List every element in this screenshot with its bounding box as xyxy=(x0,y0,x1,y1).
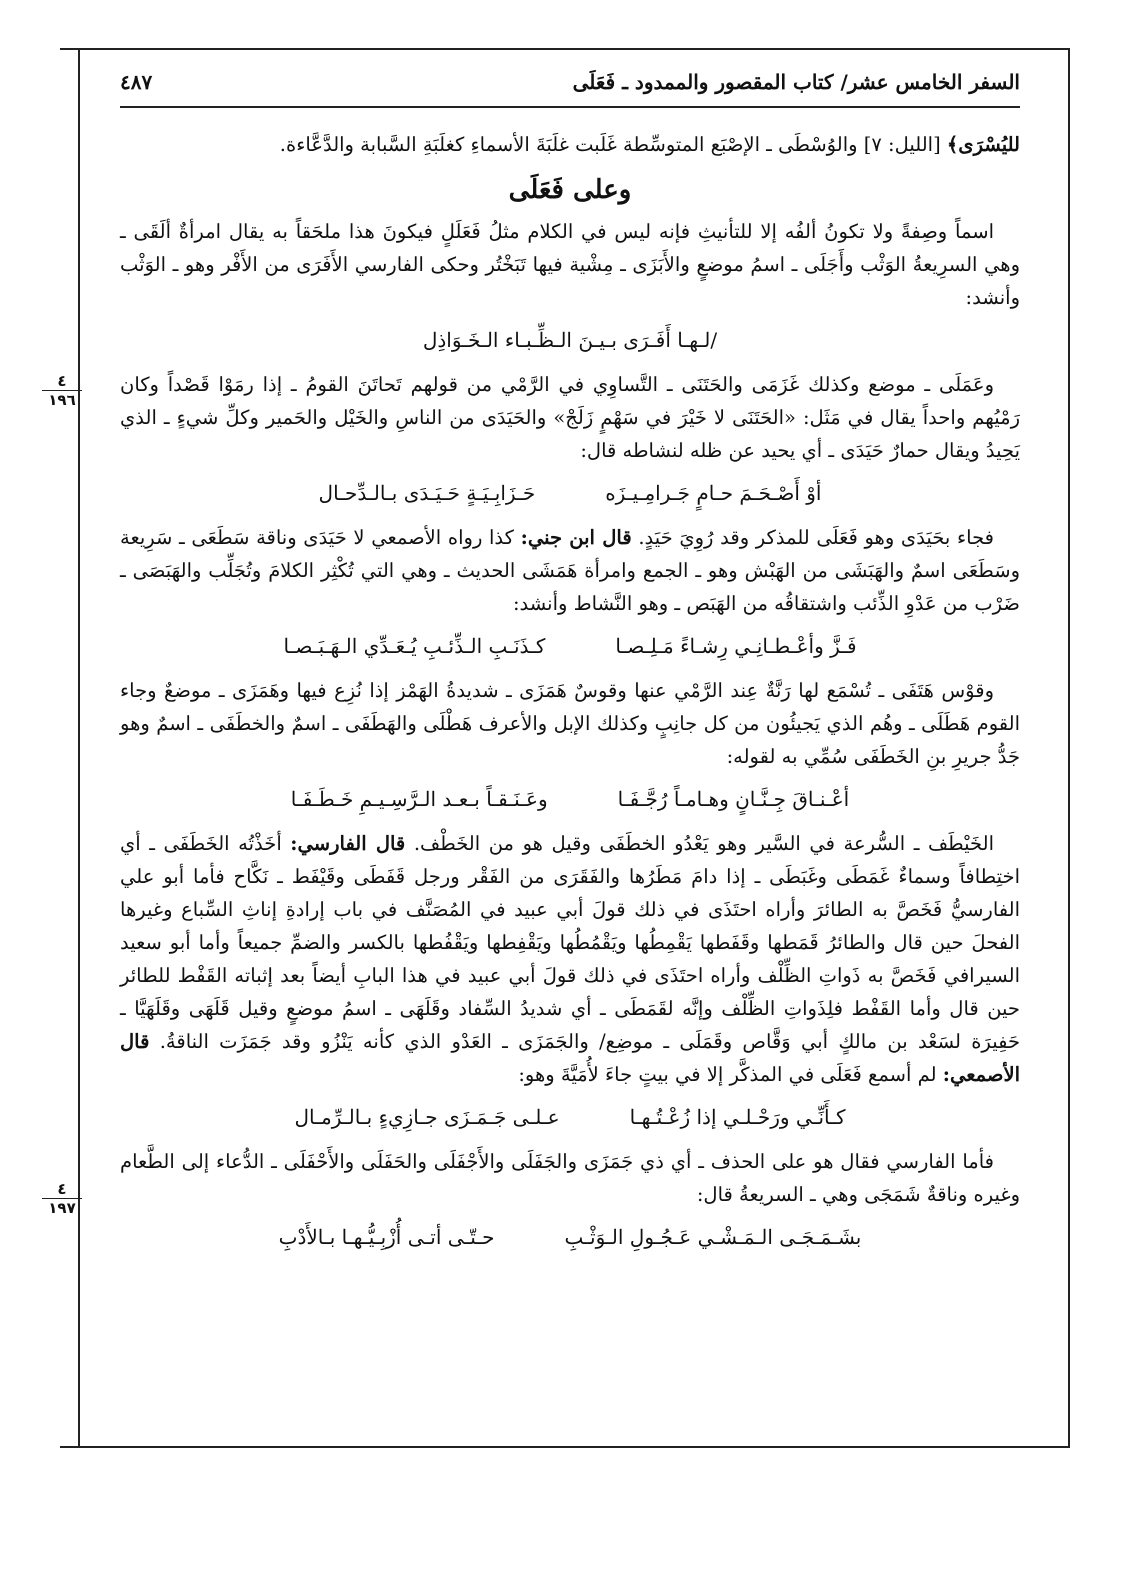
frame-right xyxy=(1068,48,1070,1448)
verse-6-second-hemistich: حـتّـى أتـى أُزْبِـيُّـهـا بـالأَدْبِ xyxy=(278,1225,495,1249)
verse-3 xyxy=(120,634,1020,658)
verse-5 xyxy=(120,1105,1020,1129)
verse-2-first-hemistich: أوْ أَصْـحَـمَ حـامٍ جَـرامِـيـزَه xyxy=(605,481,822,505)
verse-5-second-hemistich: عـلـى جَـمَـزَى جـازِيءٍ بـالـرِّمـال xyxy=(294,1105,560,1129)
paragraph-0-text: [الليل: ٧] والوُسْطَى ـ الإصْبَع المتوسِّطة غَلَبت غلَبَةَ الأسماءِ كغلَبَةِ السَّبابة والدَّعَّاءة. xyxy=(279,133,941,156)
verse-1-line: /لـهـا أَفَـرَى بـيـنَ الـظِّـبـاء الـخَـوَاذِل xyxy=(422,328,718,352)
verse-2-second-hemistich: حَـزَابِـيَـةٍ حَـيَـدَى بـالـدِّحـال xyxy=(318,481,536,505)
paragraph-3 xyxy=(120,521,1020,620)
page-number: ٤٨٧ xyxy=(120,70,153,94)
margin-ref-197: ٤ ١٩٧ xyxy=(42,1180,82,1217)
verse-6 xyxy=(120,1225,1020,1249)
frame-top xyxy=(60,48,1070,50)
page-body xyxy=(120,70,1020,1265)
verse-6-first-hemistich: بشَـمَـجَـى الـمَـشْـي عَـجُـولِ الـوَثْـبِ xyxy=(564,1225,862,1249)
verse-4-first-hemistich: أعْـنـاقَ جِـنَّـانٍ وهـامـاً رُجَّـفَـا xyxy=(617,787,850,811)
section-title: وعلى فَعَلَى xyxy=(508,175,632,205)
paragraph-5-attribution-1: قال الفارسي: xyxy=(290,832,406,855)
paragraph-5-attribution-2: قال الأصمعي: xyxy=(120,1030,1020,1086)
paragraph-3-attribution: قال ابن جني: xyxy=(520,526,632,549)
paragraph-5-text-b: أخَذْتُه الخَطَفَى ـ أي اختِطافاً وسماءٌ غَمَطَى وغَبَطَى ـ إذا دامَ مَطَرُها والفَقَرَى من الفَقْر ورجل قَفَطَى وقَيْفَط ـ نَكَّاح فأما أبو علي الفارسيُّ فَخَصَّ به الطائرَ وأراه احتَذَى في ذلك قولَ أبي عبيد في المُصَنَّف في باب إرادةِ إناثِ السِّباع وغيرها الفحلَ حين قال والطائرُ قَمَطها وقَفَطها يَقْمِطُها ويَقْمُطُها ويَقْفِطها ويَقْفُطها بالكسر والضمِّ جميعاً وأما أبو سعيد السيرافي فَخَصَّ به ذَواتِ الظِّلْف وأراه احتَذَى في ذلك قولَ أبي عبيد في هذا البابِ أيضاً بعد إثباته القَفْط للطائر حين قال وأما القَفْط فلِذَواتِ الظِّلْف وإنَّه لقَمَطَى ـ أي شديدُ السِّفاد وقَلَهَى ـ اسمُ موضعٍ وقيل قَلَهَى وقَلَهَيَّا ـ حَفِيرَة لسَعْد بن مالكٍ أبي وَقَّاص وقَمَلَى ـ موضِع/ والجَمَزَى ـ العَدْو الذي كأنه يَنْزُو وقد جَمَزَت الناقةُ. xyxy=(120,832,1020,1053)
frame-bottom xyxy=(60,1446,1070,1448)
verse-4-second-hemistich: وعَـنَـقـاً بـعـد الـرَّسِـيـمِ خَـطَـفَـا xyxy=(290,787,548,811)
paragraph-3-text-b: كذا رواه الأصمعي لا حَيَدَى وناقة سَطَعَى ـ سَرِيعة وسَطَعَى اسمٌ والهَبَشَى من الهَبْش وهو ـ الجمع وامرأة هَمَشَى الحديث ـ وهي التي تُكْثِر الكلامَ وتُجَلِّب والهَبَصَى ـ ضَرْب من عَدْوِ الذِّئب واشتقاقُه من الهَبَص ـ وهو النَّشاط وأنشد: xyxy=(120,526,1020,615)
paragraph-1: اسماً وصِفةً ولا تكونُ ألفُه إلا للتأنيثِ فإنه ليس في الكلام مثلُ فَعَلَلٍ فيكونَ هذا ملحَقاً به يقال امرأةٌ ألَقَى ـ وهي السرِيعةُ الوَثْب وأَجَلَى ـ اسمُ موضعٍ والأَبَزَى ـ مِشْية فيها تَبَخْتُر وحكى الفارسي الأَفَرَى من الأَفْر وهو ـ الوَثْب وأنشد: xyxy=(120,220,1020,309)
frame-left xyxy=(78,48,80,1448)
paragraph-0 xyxy=(120,128,1020,161)
verse-3-first-hemistich: فَـزَّ وأعْـطـانِـي رِشـاءً مَـلِـصـا xyxy=(615,634,857,658)
paragraph-5-text-c: لم أسمع فَعَلَى في المذكَّر إلا في بيتٍ جاءَ لأُمَيَّةَ وهو: xyxy=(518,1063,937,1086)
paragraph-4: وقوْس هَتَفَى ـ تُسْمَع لها رَنَّةٌ عِند الرَّمْي عنها وقوسٌ هَمَزَى ـ شديدةُ الهَمْز إذا نُزِع فيها وهَمَزَى ـ موضعٌ وجاء القوم هَطَلَى ـ وهُم الذي يَجيئُون من كل جانِبٍ وكذلك الإبل والأعرف هَطْلَى والهَطَفَى ـ اسمٌ والخطَفَى ـ اسمٌ وهو جَدُّ جريرِ بنِ الخَطَفَى سُمِّي به لقوله: xyxy=(120,679,1020,768)
margin-ref-196: ٤ ١٩٦ xyxy=(42,372,82,409)
paragraph-3-text-a: فجاء بحَيَدَى وهو فَعَلَى للمذكر وقد رُوِيَ حَيَدٍ. xyxy=(638,526,995,549)
running-title: السفر الخامس عشر/ كتاب المقصور والممدود ـ فَعَلَى xyxy=(572,70,1020,94)
paragraph-5-text-a: الخَيْطَف ـ السُّرعة في السَّير وهو يَعْدُو الخطَفَى وقيل هو من الخَطْف. xyxy=(413,832,995,855)
verse-2 xyxy=(120,481,1020,505)
verse-4 xyxy=(120,787,1020,811)
paragraph-6: فأما الفارسي فقال هو على الحذف ـ أي ذي جَمَزَى والجَفَلَى والأَجْفَلَى والحَفَلَى والأَحْفَلَى ـ الدُّعاء إلى الطَّعام وغيره وناقةٌ شَمَجَى وهي ـ السريعةُ قال: xyxy=(120,1150,1020,1206)
running-head xyxy=(120,70,1020,108)
verse-1 xyxy=(120,328,1020,352)
quran-ref: لليُسْرَى﴾ xyxy=(946,133,1020,156)
verse-3-second-hemistich: كـذَنَـبِ الـذِّئـبِ يُـعَـدِّي الـهَـبَـصـا xyxy=(283,634,546,658)
paragraph-2: وعَمَلَى ـ موضع وكذلك غَزَمَى والحَتَنَى ـ التَّساوِي في الرَّمْي من قولهم تَحاتَنَ القومُ ـ إذا رمَوْا قَصْداً وكان رَمْيُهم واحداً يقال في مَثَل: «الحَتَنَى لا خَيْرَ في سَهْمٍ زَلَجْ» والحَيَدَى من الناسِ والخَيْل والحَمير وكلِّ شيءٍ ـ الذي يَحِيدُ ويقال حمارٌ حَيَدَى ـ أي يحيد عن ظله لنشاطه قال: xyxy=(120,373,1020,462)
verse-5-first-hemistich: كـأَنِّـي ورَحْـلـي إذا زُعْـتُـهـا xyxy=(629,1105,846,1129)
paragraph-5 xyxy=(120,827,1020,1091)
